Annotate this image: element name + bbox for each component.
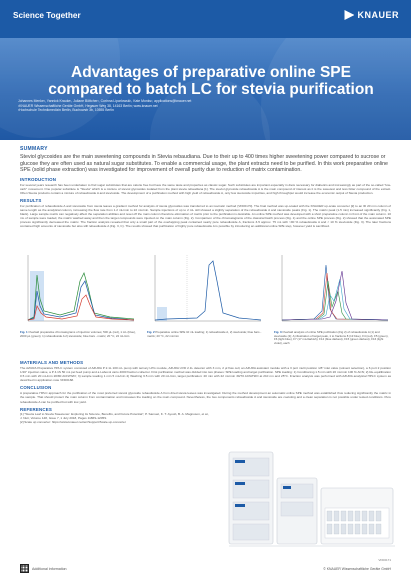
title-line-2: [26, 81, 396, 98]
conclusion-heading: CONCLUSION: [20, 385, 52, 391]
figures-row: [20, 251, 391, 351]
figure-3-label: Fig. 3: [274, 330, 282, 334]
affiliation-2: ²Hochschule Technikmedizin Berlin, Buchowstr 3b, 10555 Berlin: [18, 108, 114, 113]
conclusion-text: A preparative HPLC approach for the purification of the most preferred steviol glycoside rebaudioside A from dried stevia leaves was investigated. During the method development an automatic online SPE method was established thus reducing significantly the matrix in the sample. That should protect the main column from contamination and increases the loading on the main compound. Nevertheless, the two components rebaudioside A and stevioside are coeluting and a clean separation is not possible under tested conditions. Pure rebaudioside A can be purified but with low yield.: [20, 391, 391, 404]
additional-info[interactable]: [20, 564, 67, 573]
title-line-2-accent: for stevia purification: [216, 81, 374, 98]
figure-1-caption: [20, 331, 137, 338]
title-line-1: Advantages of preparative online SPE: [71, 64, 351, 81]
affiliation-1: ¹KNAUER Wissenschaftliche Geräte GmbH, Hegauer Weg 38, 14163 Berlin; www.knauer.net: [18, 103, 158, 108]
reference-1: [1] "Stevia Leaf to Stevia Sweetener: Exploring its Science, Benefits, and Future Potential", P. Samuel, K. T. Ayoob, B. A. Magnuson, et al., J. Nutr, Volume 148, Issue 7, 1 July 2018, Pages 1186S-1205S: [20, 411, 210, 420]
copyright: © KNAUER Wissenschaftliche Geräte GmbH: [323, 567, 391, 571]
knauer-logo: [344, 10, 399, 20]
footer: [20, 558, 391, 574]
results-text: For purification of rebaudioside A and stevioside from stevia leaves a gradient method for analysis of stevia glycosides was transferred to an isocratic method (VFD0170). The final method was up-scaled with the KNAUER up-scale converter [2] to an ID 20 mm column of same length as the analytical column, increasing the flow rate from 1.2 mL/min to 22 mL/min. Sample injections of up to 2 mL still showed a slightly separation of the rebaudioside A and stevioside peaks (Fig. 1). The matrix peak (1-5 min) increased significantly (Fig. 1, black). Large sample matrix can negatively affect the separation abilities and reset off the main column therefore elimination of matrix prior to the purification is desirable. An online SPE method was developed with a short preparative column in front of the main column. 10 mL of sample were loaded, the matrix washed away and then the target compounds were injected on the main column (Fig. 2). Comparison of the chromatograms of the classical batch process (Fig. 1) and the online SPE process (Fig. 2) showed that the automated SPE process significantly decreased the matrix. The fraction analysis revealed that only a small part of the overlapping peak contained nearly pure rebaudioside A, fractions 3-5 approx. 75 mL with >90 % rebaudioside A and < 10 % stevioside (Fig. 3). The later fractions contained high amounts of stevioside but also still rebaudioside A (Fig. 3, C). The results showed that purification of highly pure rebaudioside A is possible by introducing an additional online SPE step, however yield is sacrificed.: [20, 203, 391, 229]
summary-heading: SUMMARY: [20, 146, 48, 152]
references-heading: REFERENCES: [20, 406, 53, 412]
figure-1: [20, 251, 137, 351]
main-content: [20, 146, 391, 228]
figure-2-text: Preparative online SPE 10 mL loading; 1) rebaudioside A, 2) stevioside; blue bars - matrix; 20 °C, 22 mL/min: [147, 330, 262, 338]
qr-code-icon[interactable]: [20, 564, 29, 573]
figure-1-text: Overlaid preparative chromatograms of injection volumes; 500 µL (red), 1 mL (blue), 2000 µL (green); 1) rebaudioside A 2) stevioside; blue bars - matrix; 20 °C, 22 mL/min: [20, 330, 136, 338]
reference-2[interactable]: [2] Scale up converter: https://www.knauer.net/en/Support/Scale-up-converter: [20, 420, 126, 425]
figure-3-caption: [274, 331, 391, 346]
figure-2-chromatogram: [147, 251, 264, 329]
logo-text: KNAUER: [357, 10, 399, 20]
additional-info-label: Additional information: [32, 566, 67, 571]
figure-1-label: Fig. 1: [20, 330, 28, 334]
hero-banner: [0, 38, 411, 140]
figure-2-label: Fig. 2: [147, 330, 155, 334]
introduction-heading: INTRODUCTION: [20, 176, 57, 182]
figure-2-caption: [147, 331, 264, 338]
title-line-2-start: compared to batch LC: [48, 81, 217, 98]
poster-title: [26, 64, 396, 98]
figure-2: [147, 251, 264, 351]
references-list: [20, 412, 210, 425]
figure-3-text: Overlaid analysis of online SPE purification (Fig 2) of rebaudioside A (1) and stevioside (2); A) illustration of target peak, 1 to fractions 8 (13 blue), F4 (red), F5 (green), F6 (light blue), F7 (17 mL/darkish), F14 (blue darkest), F15 (green darkest), F16 (light violet), each: [274, 330, 389, 346]
materials-text: The AZURA Preparative HPLC system consisted of AZURA P 2.1L 100 mL pump with ternary LPG module, AZURA UVD 2.1L detector with 3 mm, 2 µl flow cell, an AZURA assistant module with a 3 port multi position 1/8" inlet valve (solvent selection), a 6 port 2 position 1/16" injection valve, a P 4.1S 50 mL pel feed pump and a Labocol vario 4000 fraction collector. First purification method was divided into two phases: SPE loading and target purification. SPE loading: 1) Conditioning 1.5 min with 20 mL/min 100 % ACN; 2) Re-equilibration 0.5 min with 20 mL/min 20/80 ACN/H2O; 3) sample loading 1 min 5 mL/min 4) Washing 6.5 min with 20 mL/min, target purification: 20 min with 22 mL/min 30/70 ACN/H2O at 210 nm and 25°C. Fraction analysis was performed with AZURA analytical HPLC system as described in application note VFD0168.: [20, 366, 391, 383]
results-heading: RESULTS: [20, 197, 42, 203]
figure-3-chromatogram: [274, 251, 391, 329]
authors-block: [18, 99, 398, 113]
document-code: VFD0171: [378, 558, 391, 562]
series-label: Science Together: [13, 11, 81, 20]
hplc-system-illustration: [227, 448, 397, 556]
logo-mark-icon: [344, 10, 354, 20]
bottom-content: [20, 357, 391, 424]
figure-1-chromatogram: [20, 251, 137, 329]
figure-3: [274, 251, 391, 351]
introduction-text: For several years research has been undertaken to find sugar substitutes that are calorie free but have the same taste and properties as classic sugar. Such substitutes are important especially in diets necessary for diabetics and increasingly as part of the so-called "low-carb" movement. One popular substitute is "Stevia" which is a mixture of steviol glycosides isolated from the plant stevia rebaudiana [1]. The steviol glycoside rebaudioside A is the main compound of interest as it is the sweetest and less bitter compound of the extract. Often Stevia products contain a mixture of rebaudioside A and stevioside. The development of a purification method with high yield of rebaudioside A, only few stevioside impurities, and high throughput would increase the economic output of Stevia production.: [20, 182, 391, 195]
materials-heading: MATERIALS AND METHODS: [20, 360, 84, 365]
summary-text: Steviol glycosides are the main sweetening compounds in Stevia rebaudiana. Due to their up to 400 times higher sweetening power compared to sucrose or glucose they are often used as natural sugar substitutes. To enable a commercial usage, the plant extracts need to be purified. In this work preparative online SPE (solid phase extraction) was investigated for improvement of overall purity due to reduction of matrix contamination.: [20, 154, 388, 173]
authors: Johannes Menke¹, Yannick Krauke¹, Juliane Böttcher¹, Corinna Liparlowski¹, Kate Monks¹; applications@knauer.net: [18, 99, 192, 103]
header-bar: [0, 0, 411, 38]
